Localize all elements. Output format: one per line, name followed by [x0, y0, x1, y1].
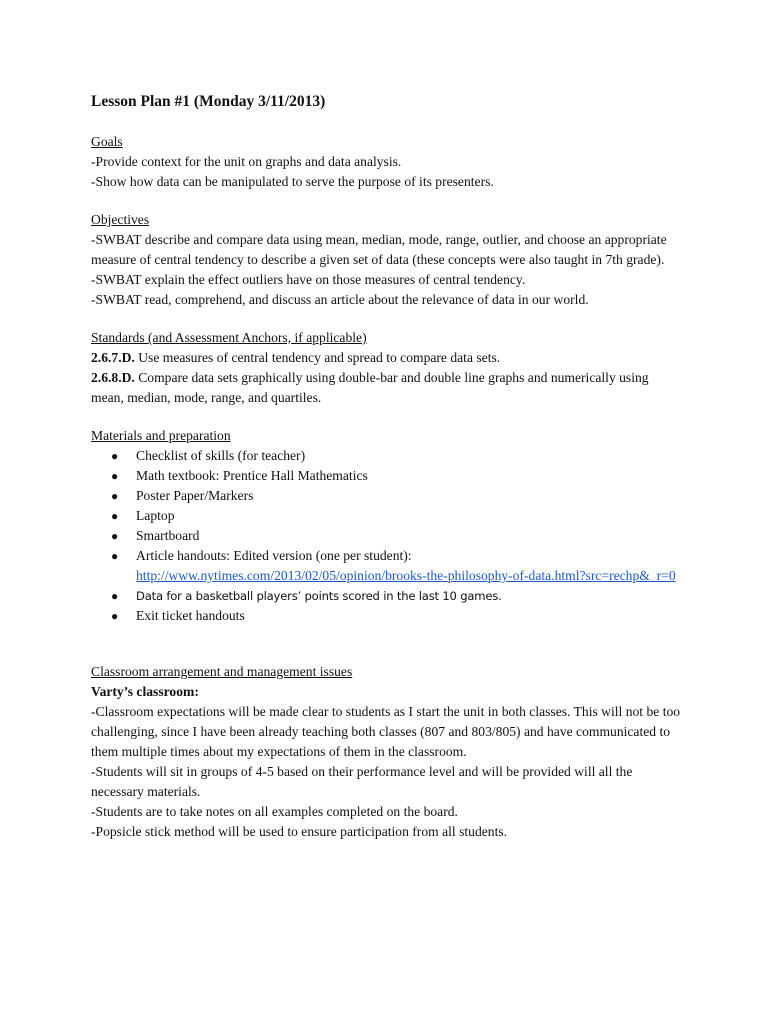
materials-list — [91, 446, 681, 626]
list-item-text: Math textbook: Prentice Hall Mathematics — [136, 468, 368, 483]
objective-line: -SWBAT read, comprehend, and discuss an article about the relevance of data in our world. — [91, 292, 589, 307]
standard-item — [91, 368, 681, 408]
standard-code: 2.6.8.D. — [91, 370, 135, 385]
list-item — [91, 606, 681, 626]
classroom-heading: Classroom arrangement and management issues — [91, 664, 353, 679]
page-title: Lesson Plan #1 (Monday 3/11/2013) — [91, 93, 326, 110]
bullet-icon: ● — [111, 609, 119, 623]
list-item-text: Checklist of skills (for teacher) — [136, 448, 306, 463]
list-item — [91, 486, 681, 506]
classroom-line: -Students are to take notes on all examples completed on the board. — [91, 804, 458, 819]
goal-line: -Show how data can be manipulated to serve the purpose of its presenters. — [91, 174, 494, 189]
objective-line: -SWBAT describe and compare data using mean, median, mode, range, outlier, and choose an appropriate measure of central tendency to describe a given set of data (these concepts were also taught in 7th grade). — [91, 232, 667, 267]
bullet-icon: ● — [111, 529, 119, 543]
list-item-text: Data for a basketball players’ points scored in the last 10 games. — [136, 589, 502, 603]
materials-section — [91, 426, 681, 626]
classroom-line: -Students will sit in groups of 4-5 based on their performance level and will be provided will all the necessary materials. — [91, 764, 633, 799]
objectives-section — [91, 210, 681, 310]
standard-item — [91, 348, 681, 368]
list-item-text: Article handouts: Edited version (one per student): — [136, 548, 412, 563]
bullet-icon: ● — [111, 449, 119, 463]
standards-heading: Standards (and Assessment Anchors, if applicable) — [91, 330, 367, 345]
classroom-line: -Popsicle stick method will be used to ensure participation from all students. — [91, 824, 508, 839]
standard-text: Use measures of central tendency and spread to compare data sets. — [134, 350, 501, 365]
bullet-icon: ● — [111, 509, 119, 523]
goal-line: -Provide context for the unit on graphs and data analysis. — [91, 154, 402, 169]
objective-line: -SWBAT explain the effect outliers have on those measures of central tendency. — [91, 272, 526, 287]
classroom-subheading: Varty’s classroom: — [91, 684, 199, 699]
classroom-line: -Classroom expectations will be made clear to students as I start the unit in both classes. This will not be too challenging, since I have been already teaching both classes (807 and 803/805) and have communicated to them multiple times about my expectations of them in the classroom. — [91, 704, 681, 759]
objectives-heading: Objectives — [91, 212, 150, 227]
spacer — [91, 644, 681, 662]
classroom-section — [91, 662, 681, 842]
list-item — [91, 546, 681, 586]
list-item — [91, 446, 681, 466]
standards-section — [91, 328, 681, 408]
list-item-text: Smartboard — [136, 528, 200, 543]
standard-text: Compare data sets graphically using double-bar and double line graphs and numerically using mean, median, mode, range, and quartiles. — [91, 370, 649, 405]
bullet-icon: ● — [111, 589, 119, 603]
list-item-text: Laptop — [136, 508, 175, 523]
list-item — [91, 466, 681, 486]
standard-code: 2.6.7.D. — [91, 350, 135, 365]
bullet-icon: ● — [111, 549, 119, 563]
document-page — [91, 92, 681, 860]
list-item — [91, 586, 681, 606]
goals-section — [91, 132, 681, 192]
list-item-text: Exit ticket handouts — [136, 608, 245, 623]
article-link[interactable]: http://www.nytimes.com/2013/02/05/opinion/brooks-the-philosophy-of-data.html?src=rechp&_r=0 — [136, 568, 676, 583]
bullet-icon: ● — [111, 489, 119, 503]
list-item — [91, 526, 681, 546]
list-item-text: Poster Paper/Markers — [136, 488, 254, 503]
list-item — [91, 506, 681, 526]
goals-heading: Goals — [91, 134, 123, 149]
materials-heading: Materials and preparation — [91, 428, 231, 443]
bullet-icon: ● — [111, 469, 119, 483]
